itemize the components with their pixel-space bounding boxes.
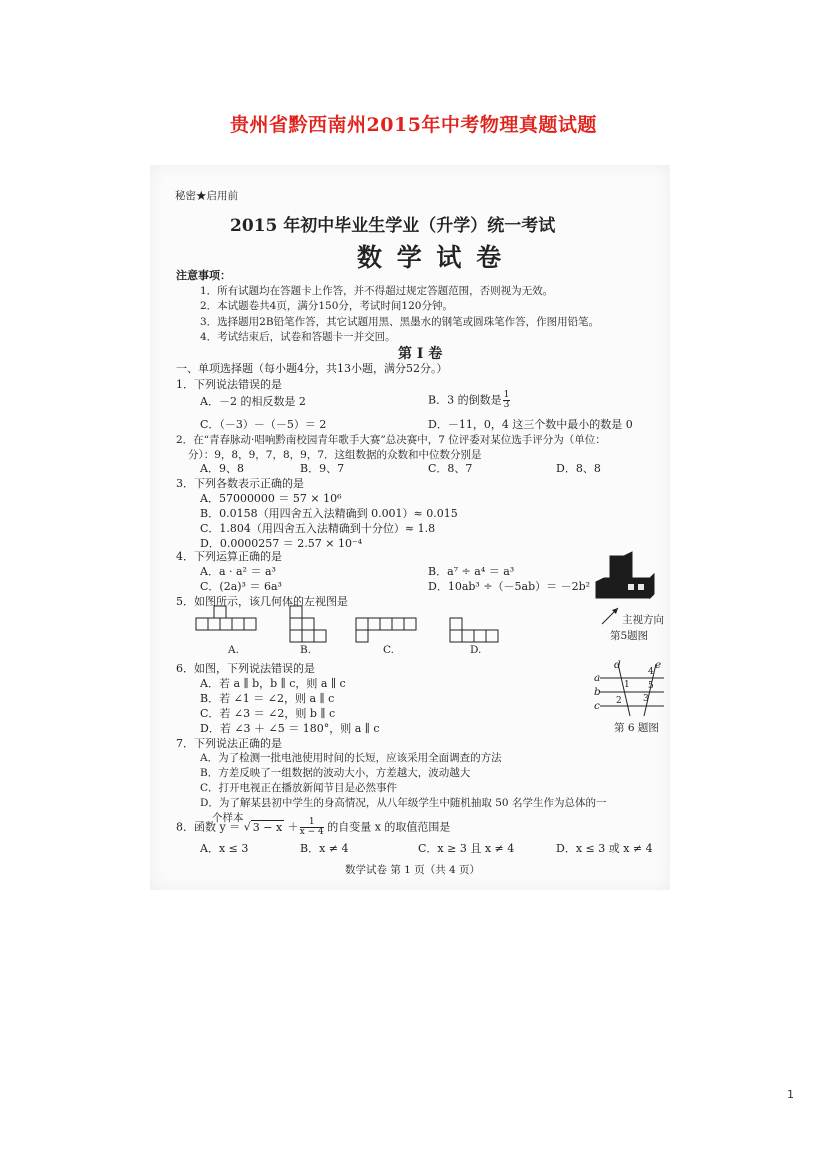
q4-option-b: B．a⁷ ÷ a⁴ ＝ a³ [428,565,515,578]
q5-figure-b [290,606,326,642]
q3-stem: 3．下列各数表示正确的是 [176,477,304,490]
q8-frac-num: 1 [300,818,324,828]
q6-label-d: d [614,659,621,671]
q4-option-d: D．10ab³ ÷（－5ab）＝ －2b² [428,580,591,593]
notes-title: 注意事项： [176,269,231,282]
q6-option-a: A．若 a ∥ b，b ∥ c，则 a ∥ c [200,677,346,690]
q8-option-d: D．x ≤ 3 或 x ≠ 4 [556,842,653,855]
note-item: 4．考试结束后，试卷和答题卡一并交回。 [200,331,396,343]
q6-label-b: b [594,686,601,698]
q5-option-a-label: A. [228,644,239,656]
page-number: 1 [787,1088,794,1101]
q5-option-d-label: D. [470,644,482,656]
q1-option-b [428,391,510,410]
exam-subject-title: 数 学 试 卷 [357,243,505,272]
q4-stem: 4．下列运算正确的是 [176,550,282,563]
q6-label-c: c [594,700,600,712]
q2-stem-line1: 2．在“青春脉动·唱响黔南校园青年歌手大赛”总决赛中，7 位评委对某位选手评分为（单位： [176,434,606,446]
q1-frac-den: 3 [503,400,510,410]
q5-figure-d [448,616,508,644]
q7-option-d-line1: D．为了解某县初中学生的身高情况，从八年级学生中随机抽取 50 名学生作为总体的一 [200,797,607,809]
q4-option-c: C．(2a)³ ＝ 6a³ [200,580,282,593]
q7-stem: 7．下列说法正确的是 [176,737,282,750]
q6-angle-2: 2 [616,696,622,706]
document-title: 贵州省黔西南州2015年中考物理真题试题 [230,114,597,136]
q6-label-e: e [655,659,662,671]
q8-stem [176,818,450,837]
q8-sqrt-expr: 3 − x [252,820,283,834]
q3-option-d: D．0.0000257 ＝ 2.57 × 10⁻⁴ [200,537,363,550]
q6-stem: 6．如图，下列说法错误的是 [176,662,315,675]
q1-option-c: C．（－3）－（－5）＝ 2 [200,418,327,431]
q2-option-d: D．8、8 [556,462,601,475]
q8-option-c: C．x ≥ 3 且 x ≠ 4 [418,842,515,855]
q8-stem-suffix: 的自变量 x 的取值范围是 [327,820,451,834]
q5-figure-c [356,618,416,642]
q6-option-d: D．若 ∠3 ＋ ∠5 ＝ 180°，则 a ∥ c [200,722,380,735]
q1-option-b-text: B．3 的倒数是 [428,393,502,407]
q8-plus: ＋ [287,820,299,834]
q6-angle-5: 5 [648,681,654,691]
q4-option-a: A．a · a² ＝ a³ [200,565,276,578]
q1-option-a: A．－2 的相反数是 2 [200,395,306,408]
q7-option-a: A．为了检测一批电池使用时间的长短，应该采用全面调查的方法 [200,752,502,764]
q6-angle-1: 1 [624,680,630,690]
q3-option-b: B．0.0158（用四舍五入法精确到 0.001）≈ 0.015 [200,507,458,520]
volume-title: 第 I 卷 [398,346,443,362]
q5-option-b-label: B. [300,644,312,656]
q8-fraction [300,818,324,837]
exam-heading: 2015 年初中毕业生学业（升学）统一考试 [230,216,556,236]
q2-option-c: C．8、7 [428,462,473,475]
q8-stem-prefix: 8．函数 y ＝ [176,820,241,834]
q6-figure-caption: 第 6 题图 [614,722,659,734]
q6-angle-3: 3 [643,694,649,704]
q6-option-b: B．若 ∠1 ＝ ∠2，则 a ∥ c [200,692,335,705]
q6-option-c: C．若 ∠3 ＝ ∠2，则 b ∥ c [200,707,336,720]
q5-figure-caption: 第5题图 [610,630,649,642]
q7-option-b: B．方差反映了一组数据的波动大小，方差越大，波动越大 [200,767,471,779]
q8-frac-den: x − 4 [299,827,324,837]
q2-stem-line2: 分）：9，8，9，7，8，9，7．这组数据的众数和中位数分别是 [188,449,482,461]
q3-option-c: C．1.804（用四舍五入法精确到十分位）≈ 1.8 [200,522,436,535]
note-item: 2．本试题卷共4页，满分150分，考试时间120分钟。 [200,300,453,312]
q7-option-d-line2: 个样本 [212,812,244,824]
q1-frac-num: 1 [503,390,510,400]
q6-angle-4: 4 [648,667,654,677]
q1-option-d: D．－11，0，4 这三个数中最小的数是 0 [428,418,633,431]
q1-stem: 1．下列说法错误的是 [176,378,282,391]
q8-sqrt: √ 3 − x [243,820,283,834]
q5-view-direction-label: 主视方向 [622,614,664,626]
q8-option-b: B．x ≠ 4 [300,842,349,855]
section-title: 一、单项选择题（每小题4分，共13小题，满分52分。） [176,362,448,375]
secret-mark: 秘密★启用前 [175,190,238,202]
note-item: 3．选择题用2B铅笔作答，其它试题用黑、黑墨水的钢笔或圆珠笔作答，作图用铅笔。 [200,316,600,328]
q7-option-c: C．打开电视正在播放新闻节目是必然事件 [200,782,398,794]
q5-stem: 5．如图所示，该几何体的左视图是 [176,595,348,608]
q6-label-a: a [594,672,601,684]
exam-footer: 数学试卷 第 1 页（共 4 页） [345,864,481,876]
q8-option-a: A．x ≤ 3 [200,842,249,855]
q2-option-b: B．9、7 [300,462,345,475]
q3-option-a: A．57000000 ＝ 57 × 10⁶ [200,492,342,505]
q5-figure-a [196,606,256,630]
q2-option-a: A．9、8 [200,462,244,475]
q5-option-c-label: C. [383,644,394,656]
q1-fraction [503,391,511,410]
note-item: 1．所有试题均在答题卡上作答，并不得超过规定答题范围，否则视为无效。 [200,285,554,297]
